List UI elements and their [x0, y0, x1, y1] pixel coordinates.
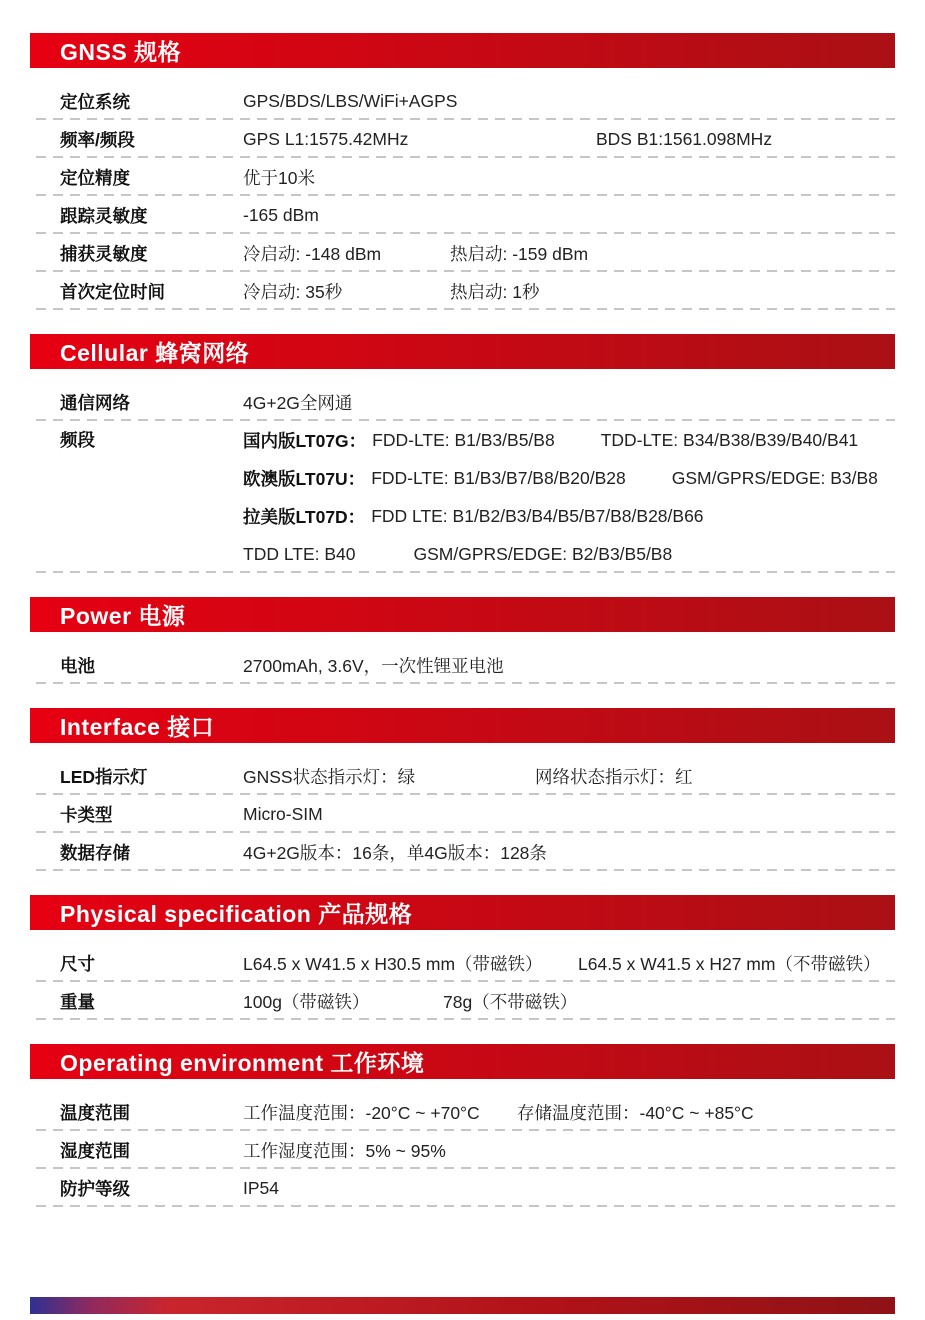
spec-label: 防护等级	[60, 1178, 130, 1199]
spec-value: 2700mAh, 3.6V，一次性锂亚电池	[243, 655, 504, 676]
spec-row-temperature	[30, 1093, 895, 1131]
spec-label: 捕获灵敏度	[60, 243, 148, 264]
spec-value: 工作湿度范围：5% ~ 95%	[243, 1140, 446, 1161]
spec-row-tracking-sensitivity	[30, 196, 895, 234]
section-power	[30, 597, 895, 684]
spec-value: 热启动: -159 dBm	[450, 243, 589, 264]
section-title-physical: Physical specification 产品规格	[60, 901, 413, 927]
section-header-power	[30, 597, 895, 632]
band-variant-name: 欧澳版LT07U：	[243, 468, 366, 489]
band-value: FDD-LTE: B1/B3/B5/B8	[372, 429, 555, 450]
band-value: GSM/GPRS/EDGE: B2/B3/B5/B8	[413, 543, 673, 564]
spec-row-acquisition-sensitivity	[30, 234, 895, 272]
spec-label: 定位精度	[60, 167, 130, 188]
section-title-cellular: Cellular 蜂窝网络	[60, 340, 250, 366]
spec-value: -165 dBm	[243, 204, 319, 225]
spec-value: 100g（带磁铁）	[243, 991, 370, 1012]
spec-value: 冷启动: 35秒	[243, 281, 343, 302]
spec-value: IP54	[243, 1177, 279, 1198]
spec-row-led	[30, 757, 895, 795]
spec-label: 温度范围	[60, 1102, 130, 1123]
spec-row-frequency-band	[30, 120, 895, 158]
spec-row-network	[30, 383, 895, 421]
spec-value: 网络状态指示灯：红	[535, 766, 693, 787]
spec-value: 4G+2G全网通	[243, 392, 353, 413]
spec-label: 卡类型	[60, 804, 113, 825]
spec-row-sim-type	[30, 795, 895, 833]
section-title-environment: Operating environment 工作环境	[60, 1050, 425, 1076]
spec-label: 频率/频段	[60, 129, 135, 150]
spec-value: 存储温度范围：-40°C ~ +85°C	[517, 1102, 754, 1123]
band-line-tdd	[243, 535, 878, 573]
section-interface	[30, 708, 895, 871]
spec-row-data-storage	[30, 833, 895, 871]
section-title-gnss: GNSS 规格	[60, 39, 182, 65]
spec-label: 电池	[60, 655, 95, 676]
spec-value: 优于10米	[243, 167, 315, 188]
spec-value: 工作温度范围：-20°C ~ +70°C	[243, 1102, 480, 1123]
spec-label: 频段	[60, 430, 95, 450]
spec-label: LED指示灯	[60, 766, 148, 787]
band-value: FDD LTE: B1/B2/B3/B4/B5/B7/B8/B28/B66	[371, 505, 704, 526]
section-cellular	[30, 334, 895, 573]
band-variant-name: 国内版LT07G：	[243, 430, 367, 451]
spec-label: 重量	[60, 991, 95, 1012]
spec-row-weight	[30, 982, 895, 1020]
section-header-interface	[30, 708, 895, 743]
band-value: TDD-LTE: B34/B38/B39/B40/B41	[600, 429, 859, 450]
band-line-domestic	[243, 421, 878, 459]
spec-label: 尺寸	[60, 953, 95, 974]
spec-value: GPS L1:1575.42MHz	[243, 128, 409, 149]
spec-label: 首次定位时间	[60, 281, 165, 302]
spec-row-positioning-accuracy	[30, 158, 895, 196]
spec-row-battery	[30, 646, 895, 684]
spec-row-bands	[30, 421, 895, 573]
spec-value: Micro-SIM	[243, 803, 323, 824]
spec-row-positioning-system	[30, 82, 895, 120]
spec-row-time-to-first-fix	[30, 272, 895, 310]
band-line-europe-australia	[243, 459, 878, 497]
spec-value: GPS/BDS/LBS/WiFi+AGPS	[243, 90, 458, 111]
band-value: GSM/GPRS/EDGE: B3/B8	[671, 467, 878, 488]
spec-value: L64.5 x W41.5 x H30.5 mm（带磁铁）	[243, 953, 543, 974]
spec-value: 4G+2G版本：16条，单4G版本：128条	[243, 842, 547, 863]
band-value: FDD-LTE: B1/B3/B7/B8/B20/B28	[371, 467, 626, 488]
spec-label: 通信网络	[60, 392, 130, 413]
spec-value: L64.5 x W41.5 x H27 mm（不带磁铁）	[578, 953, 881, 974]
section-header-physical	[30, 895, 895, 930]
spec-value: 78g（不带磁铁）	[443, 991, 578, 1012]
section-title-interface: Interface 接口	[60, 714, 215, 740]
spec-label: 定位系统	[60, 91, 130, 112]
section-header-environment	[30, 1044, 895, 1079]
band-value: TDD LTE: B40	[243, 543, 356, 564]
spec-value: GNSS状态指示灯：绿	[243, 766, 416, 787]
spec-row-dimensions	[30, 944, 895, 982]
spec-value: 冷启动: -148 dBm	[243, 243, 382, 264]
spec-row-protection	[30, 1169, 895, 1207]
band-variant-name: 拉美版LT07D：	[243, 506, 366, 527]
spec-row-humidity	[30, 1131, 895, 1169]
section-environment	[30, 1044, 895, 1207]
spec-label: 数据存储	[60, 842, 130, 863]
spec-label: 跟踪灵敏度	[60, 205, 148, 226]
section-header-cellular	[30, 334, 895, 369]
spec-value: 热启动: 1秒	[450, 281, 540, 302]
section-physical	[30, 895, 895, 1020]
section-gnss	[30, 33, 895, 310]
band-lines	[243, 421, 878, 573]
section-header-gnss	[30, 33, 895, 68]
spec-content	[30, 33, 895, 1231]
spec-label: 湿度范围	[60, 1140, 130, 1161]
footer-decorative-bar	[30, 1297, 895, 1314]
band-line-latin-america	[243, 497, 878, 535]
spec-value: BDS B1:1561.098MHz	[596, 128, 773, 149]
section-title-power: Power 电源	[60, 603, 186, 629]
